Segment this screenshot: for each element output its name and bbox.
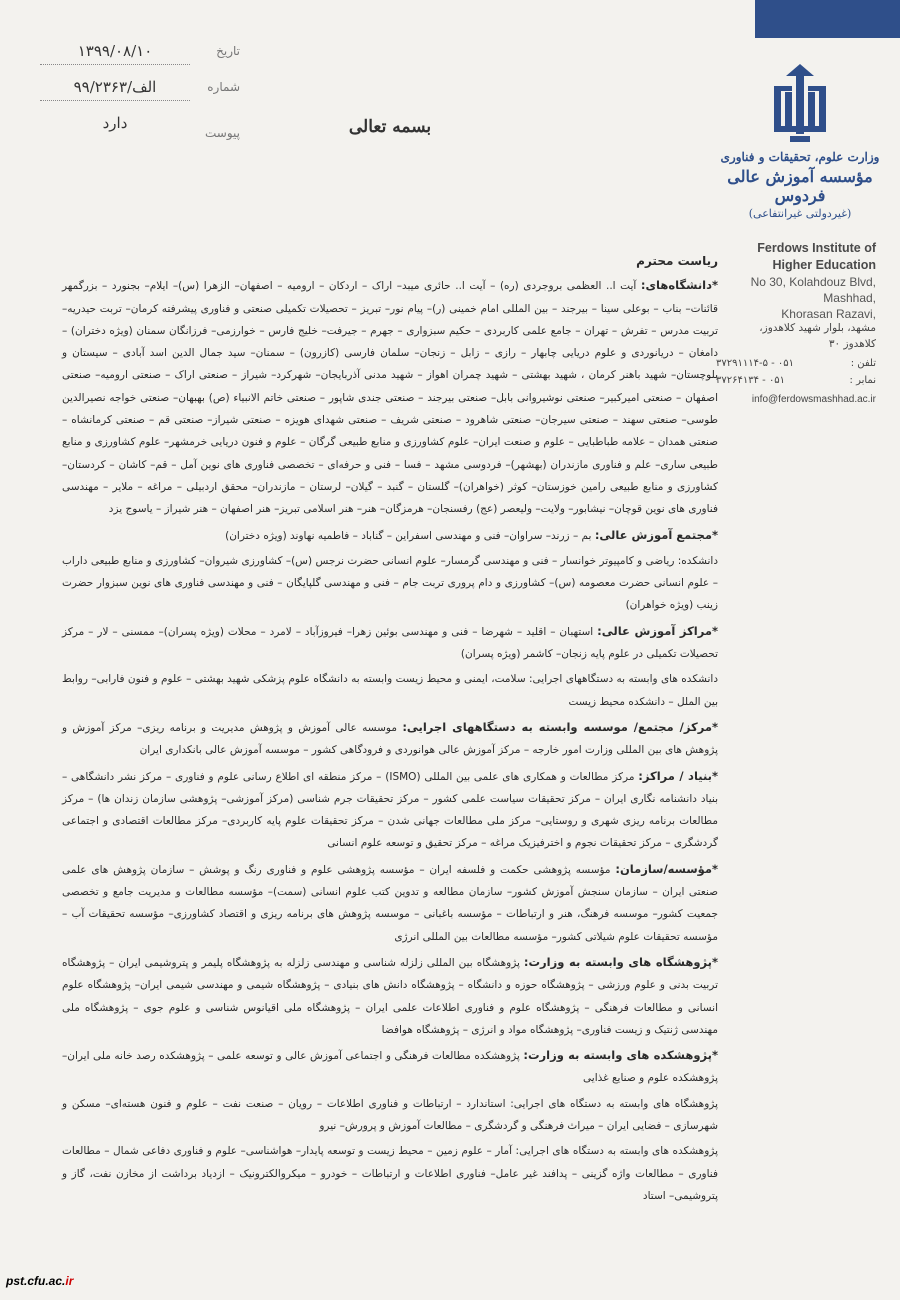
body-section bbox=[62, 765, 718, 855]
attachment-value: دارد bbox=[102, 114, 128, 132]
section-text: پژوهشکده های وابسته به دستگاه های اجرایی: آمار – علوم زمین – محیط زیست و توسعه پایدار– هواشناسی– علوم و فناوری دفاعی شمال – مطالعات فناوری – مطالعات واژه گزینی – پدافند غیر عامل– فناوری اطلاعات و ارتباطات – خودرو – میکروالکترونیک – ازدیاد برداشت از مخازن نفت، گاز و پتروشیمی– استاد bbox=[62, 1145, 718, 1202]
institution-fa bbox=[720, 150, 880, 220]
section-text: بم – زرند– سراوان– فنی و مهندسی اسفراین – گناباد – فاطمیه نهاوند (ویژه دختران) bbox=[225, 529, 595, 542]
attachment-label: پیوست bbox=[205, 126, 240, 140]
institute-name-en-2: Higher Education bbox=[772, 258, 876, 272]
fax-row bbox=[716, 372, 876, 389]
salutation: ریاست محترم bbox=[636, 254, 718, 268]
footer-logo-suffix: ir bbox=[65, 1274, 74, 1288]
top-color-bar bbox=[755, 0, 900, 38]
section-text: آیت ا.. العظمی بروجردی (ره) – آیت ا.. حائری میبد– اراک – اردکان – ارومیه – اصفهان– الزهرا (س)– ایلام– بجنورد – بزرگمهر قائنات– بناب – بوعلی سینا – بیرجند – بین المللی امام خمینی (ر)– پیام نور– تبریز – تحصیلات تکمیلی صنعتی و فناوری پیشرفته کرمان– تربت حیدریه– تربیت مدرس – تفرش – تهران – جامع علمی کاربردی – حکیم سبزواری – جهرم – جیرفت– خلیج فارس – خوارزمی– فرزانگان سمنان (ویژه دختران) – دامغان – دریانوردی و علوم دریایی چابهار – رازی – زابل – زنجان– سلمان فارسی (کازرون) – سمنان– سید جمال الدین اسد آبادی – سیستان و بلوچستان– شهید باهنر کرمان ، شهید بهشتی – شهید چمران اهواز – شهید مدنی آذربایجان– شهرکرد– شیراز – صنعتی اراک – صنعتی ارومیه– صنعتی اصفهان – صنعتی امیرکبیر– صنعتی نوشیروانی بابل– صنعتی بیرجند – صنعتی جندی شاپور – صنعتی خاتم الانبیاء (ص) بهبهان– صنعتی خواجه نصیرالدین طوسی– صنعتی سهند – صنعتی سیرجان– صنعتی شاهرود – صنعتی شریف – صنعتی شهدای هویزه – صنعتی شیراز– صنعتی قم – صنعتی کرمانشاه – صنعتی همدان – علامه طباطبایی – علوم و صنعت ایران– علوم کشاورزی و منابع طبیعی گرگان – علوم و فنون دریایی خرمشهر– علوم کشاورزی و منابع طبیعی ساری– علم و فناوری مازندران (بهشهر)– فردوسی مشهد – فسا – فنی و حرفه‌ای – تخصصی فناوری های نوین آمل – قم– کاشان – کردستان– کشاورزی و منابع طبیعی رامین خوزستان– کوثر (خواهران)– گلستان – گنبد – گیلان– لرستان – مازندران– محقق اردبیلی – مراغه – ملایر – مهندسی فناوری های نوین قوچان– نیشابور– ولایت– ولیعصر (عج) رفسنجان– هرمزگان– هنر– هنر اسلامی تبریز– هنر اصفهان – هنر شیراز – یاسوج یزد bbox=[62, 280, 718, 516]
ministry-name: وزارت علوم، تحقیقات و فناوری bbox=[720, 150, 880, 164]
address-fa bbox=[716, 320, 876, 352]
number-value: ۹۹/الف/۲۳۶۳ bbox=[73, 78, 157, 96]
body-section bbox=[62, 274, 718, 520]
institution-en bbox=[716, 240, 876, 322]
address-en-2: Mashhad, bbox=[823, 291, 876, 305]
section-heading: *پژوهشکده های وابسته به وزارت: bbox=[523, 1048, 718, 1063]
address-en-1: No 30, Kolahdouz Blvd, bbox=[750, 275, 876, 289]
institute-type: (غیردولتی غیرانتفاعی) bbox=[748, 207, 852, 220]
footer-logo bbox=[6, 1274, 73, 1288]
institute-logo-icon bbox=[770, 62, 830, 144]
section-list bbox=[62, 274, 718, 1207]
institute-name-fa: مؤسسه آموزش عالی فردوس bbox=[727, 167, 873, 205]
section-text: دانشکده: ریاضی و کامپیوتر خوانسار – فنی و مهندسی گرمسار– علوم انسانی حضرت نرجس (س)– کشاورزی شیروان– کشاورزی و منابع طبیعی داراب – علوم انسانی حضرت معصومه (س)– کشاورزی و دام پروری تربت جام – فنی و مهندسی گلپایگان – فنی و مهندسی فناوری های نوین سبزوار حضرت زینب (ویژه خواهران) bbox=[62, 554, 718, 612]
fax-value: ۰۵۱ - ۳۷۲۶۴۱۳۴ bbox=[716, 375, 786, 386]
section-heading: *مرکز/ مجتمع/ موسسه وابسته به دستگاههای اجرایی: bbox=[402, 719, 718, 734]
phone-value: ۰۵۱ - ۳۷۲۹۱۱۱۴-۵ bbox=[716, 358, 795, 369]
letter-meta bbox=[40, 40, 240, 148]
phone-label: تلفن : bbox=[850, 358, 876, 369]
bismillah-heading: بسمه تعالی bbox=[348, 117, 432, 137]
section-text: استهبان – اقلید – شهرضا – فنی و مهندسی بوئین زهرا– فیروزآباد – لامرد – محلات (ویژه پسران)– ممسنی – لار – مرکز تحصیلات تکمیلی در علوم پایه زنجان– کاشمر (ویژه پسران) bbox=[62, 625, 718, 661]
attachment-row bbox=[40, 112, 240, 148]
body-section bbox=[62, 1140, 718, 1207]
number-line bbox=[40, 100, 190, 101]
body-section bbox=[62, 716, 718, 762]
date-line bbox=[40, 64, 190, 65]
date-row bbox=[40, 40, 240, 76]
section-heading: *مجتمع آموزش عالی: bbox=[594, 527, 718, 542]
address-en-3: Khorasan Razavi, bbox=[781, 307, 876, 321]
section-text: دانشکده های وابسته به دستگاههای اجرایی: سلامت، ایمنی و محیط زیست وابسته به دانشگاه علوم پزشکی شهید بهشتی – علوم و فنون فارابی– روابط بین الملل – دانشکده محیط زیست bbox=[62, 673, 718, 708]
body-section bbox=[62, 668, 718, 713]
section-heading: *دانشگاه‌های: bbox=[640, 278, 718, 293]
number-row bbox=[40, 76, 240, 112]
address-fa-1: مشهد، بلوار شهید کلاهدوز، bbox=[759, 322, 876, 334]
section-heading: *مؤسسه/سازمان: bbox=[615, 861, 718, 876]
fax-label: نمابر : bbox=[849, 375, 876, 386]
phone-row bbox=[716, 355, 876, 372]
institute-name-en-1: Ferdows Institute of bbox=[757, 241, 876, 255]
section-text: موسسه عالی آموزش و پژوهش مدیریت و برنامه ریزی– مرکز آموزش و پژوهش های بین المللی وزارت امور خارجه – مرکز آموزش عالی هوانوردی و فرودگاهی کشور – موسسه آموزش عالی بانکداری ایران bbox=[62, 721, 718, 757]
section-heading: *مراکز آموزش عالی: bbox=[597, 623, 718, 638]
address-fa-2: کلاهدوز ۳۰ bbox=[828, 338, 876, 350]
section-text: پژوهشگاه بین المللی زلزله شناسی و مهندسی زلزله به پژوهشگاه پلیمر و پتروشیمی ایران – پژوهشگاه تربیت بدنی و علوم ورزشی – پژوهشگاه حوزه و دانشگاه – پژوهشگاه دانش های بنیادی – پژوهشگاه شیمی و مهندسی شیمی ایران– پژوهشگاه علوم انسانی و مطالعات فرهنگی – پژوهشگاه علوم و فناوری اطلاعات علمی ایران – پژوهشگاه ملی اقیانوس شناسی و علوم جوی – پژوهشگاه ملی مهندسی ژنتیک و زیست فناوری– پژوهشگاه مواد و انرژی – پژوهشگاه هوافضا bbox=[62, 956, 718, 1036]
body-section bbox=[62, 1044, 718, 1090]
section-heading: *پژوهشگاه های وابسته به وزارت: bbox=[523, 954, 718, 969]
date-value: ۱۳۹۹/۰۸/۱۰ bbox=[77, 42, 153, 60]
date-label: تاریخ bbox=[216, 44, 240, 58]
section-text: مرکز مطالعات و همکاری های علمی بین المللی (ISMO) – مرکز منطقه ای اطلاع رسانی علوم و فناوری – مرکز نشر دانشگاهی – بنیاد دانشنامه نگاری ایران – مرکز تحقیقات سیاست علمی کشور – مرکز تحقیقات جرم شناسی (مرکز آموزشی– پژوهشی سازمان زندان ها) – مرکز مطالعات برنامه ریزی شهری و روستایی– مرکز ملی مطالعات جهانی شدن – مرکز تحقیقات علوم پایه کاربردی– مرکز مطالعات اقتصادی و اجتماعی گردشگری – مرکز تحقیقات نجوم و اخترفیزیک مراغه – مرکز تحقیق و توسعه علوم انسانی bbox=[62, 770, 718, 850]
section-text: مؤسسه پژوهشی حکمت و فلسفه ایران – مؤسسه پژوهشی علوم و فناوری رنگ و پوشش – سازمان پژوهش های علمی صنعتی ایران – سازمان سنجش آموزش کشور– سازمان مطالعه و تدوین کتب علوم انسانی (سمت)– مؤسسه مطالعات و مدیریت جامع و تخصصی جمعیت کشور– موسسه فرهنگ، هنر و ارتباطات – مؤسسه باغبانی – موسسه پژوهش های برنامه ریزی و اقتصاد کشاورزی– مؤسسه تحقیقات آب – مؤسسه تحقیقات علوم شیلاتی کشور– مؤسسه مطالعات بین المللی انرژی bbox=[62, 863, 718, 943]
body-section bbox=[62, 1093, 718, 1138]
section-text: پژوهشکده مطالعات فرهنگی و اجتماعی آموزش عالی و توسعه علمی – پژوهشکده رصد خانه ملی ایران– پژوهشکده علوم و صنایع غذایی bbox=[62, 1050, 718, 1085]
contact-block bbox=[716, 355, 876, 389]
section-text: پژوهشگاه های وابسته به دستگاه های اجرایی: استاندارد – ارتباطات و فناوری اطلاعات – رویان – صنعت نفت – علوم و فنون هسته‌ای– مسکن و شهرسازی – فضایی ایران – میراث فرهنگی و گردشگری – مطالعات آموزش و پرورش– نیرو bbox=[62, 1097, 718, 1132]
body-section bbox=[62, 524, 718, 547]
section-heading: *بنیاد / مراکز: bbox=[638, 768, 718, 783]
footer-logo-main: pst.cfu.ac. bbox=[6, 1274, 66, 1288]
body-section bbox=[62, 858, 718, 948]
body-section bbox=[62, 620, 718, 666]
letter-body bbox=[62, 250, 718, 1210]
body-section bbox=[62, 550, 718, 617]
email-address: info@ferdowsmashhad.ac.ir bbox=[751, 394, 876, 405]
body-section bbox=[62, 951, 718, 1041]
number-label: شماره bbox=[207, 80, 240, 94]
